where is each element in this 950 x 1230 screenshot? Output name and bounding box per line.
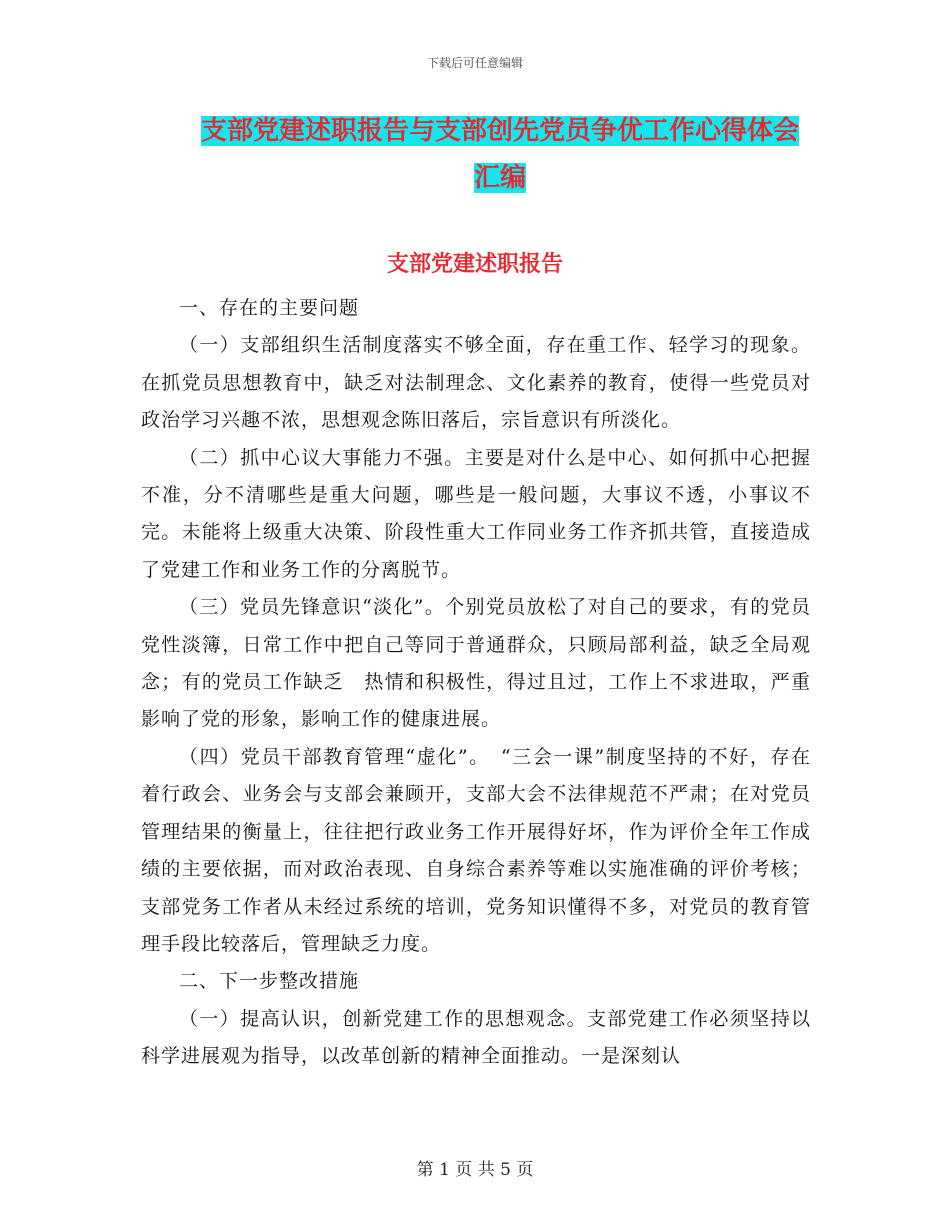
- document-title-line1: 支部党建述职报告与支部创先党员争优工作心得体会: [200, 116, 799, 146]
- body-paragraph: （一）提高认识，创新党建工作的思想观念。支部党建工作必须坚持以科学进展观为指导，以改革创新的精神全面推动。一是深刻认: [141, 1007, 811, 1068]
- body-paragraph: （四）党员干部教育管理“虚化”。 “三会一课”制度坚持的不好，存在着行政会、业务会与支部会兼顾开，支部大会不法律规范不严肃；在对党员管理结果的衡量上，往往把行政业务工作开展得好坏，作为评价全年工作成绩的主要依据，而对政治表现、自身综合素养等难以实施准确的评价考核；支部党务工作者从未经过系统的培训，党务知识懂得不多，对党员的教育管理手段比较落后，管理缺乏力度。: [141, 745, 811, 955]
- body-paragraph: （一）支部组织生活制度落实不够全面，存在重工作、轻学习的现象。在抓党员思想教育中，缺乏对法制理念、文化素养的教育，使得一些党员对政治学习兴趣不浓，思想观念陈旧落后，宗旨意识有所淡化。: [141, 334, 811, 432]
- body-heading: 一、存在的主要问题: [179, 297, 360, 319]
- body-heading: 二、下一步整改措施: [179, 970, 360, 993]
- page-number-footer: 第 1 页 共 5 页: [416, 1160, 534, 1180]
- document-title-line2: 汇编: [473, 163, 526, 193]
- page-header-note: 下载后可任意编辑: [426, 56, 523, 70]
- document-body: [141, 290, 811, 1076]
- section-title: 支部党建述职报告: [386, 252, 563, 277]
- body-paragraph: （二）抓中心议大事能力不强。主要是对什么是中心、如何抓中心把握不准，分不清哪些是重大问题，哪些是一般问题，大事议不透，小事议不完。未能将上级重大决策、阶段性重大工作同业务工作齐抓共管，直接造成了党建工作和业务工作的分离脱节。: [141, 446, 811, 581]
- document-title: [190, 108, 810, 202]
- body-paragraph: （三）党员先锋意识“淡化”。个别党员放松了对自己的要求，有的党员党性淡簿，日常工作中把自己等同于普通群众，只顾局部利益，缺乏全局观念；有的党员工作缺乏 热情和积极性，得过且过，工作上不求进取，严重影响了党的形象，影响工作的健康进展。: [141, 596, 811, 731]
